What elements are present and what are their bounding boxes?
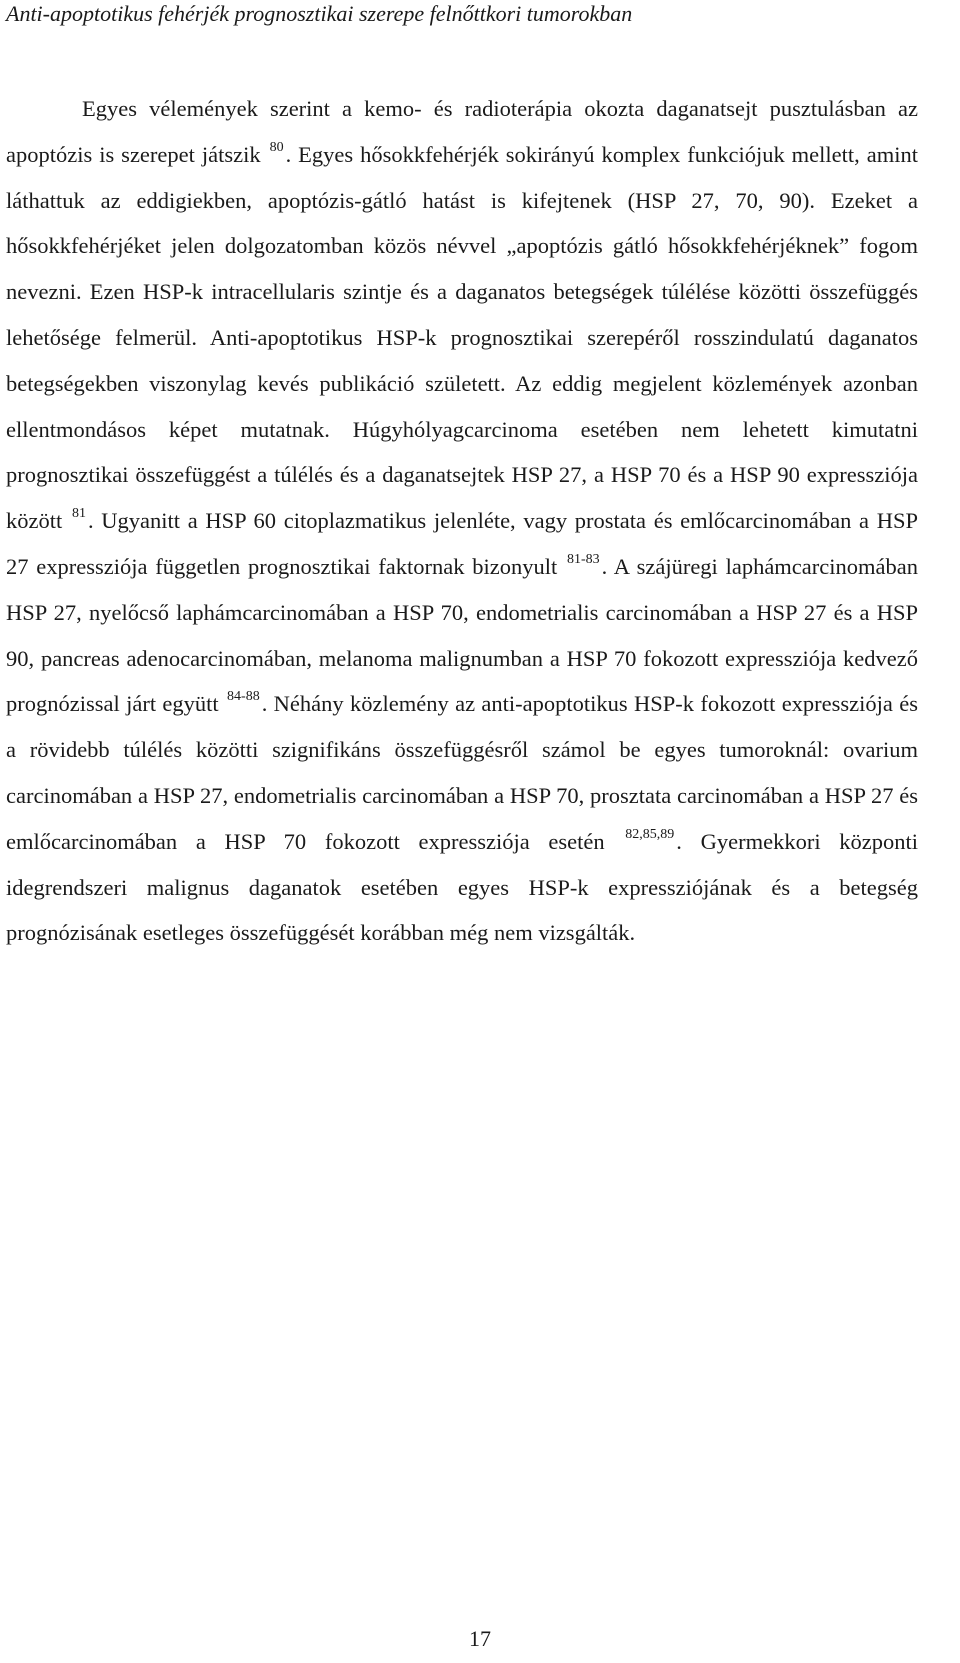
citation-ref: 81 [71, 506, 86, 522]
citation-ref: 80 [269, 139, 284, 155]
paragraph-text: . Egyes hősokkfehérjék sokirányú komplex funkciójuk mellett, amint láthattuk az eddigiekben, apoptózis-gátló hatást is kifejtenek (HSP 27, 70, 90). Ezeket a hősokkfehérjéket jelen dolgozatomban közös névvel „apoptózis gátló hősokkfehérjéknek” fogom nevezni. Ezen HSP-k intracellularis szintje és a daganatos betegségek túlélése közötti összefüggés lehetősége felmerül. Anti-apoptotikus HSP-k prognosztikai szerepéről rosszindulatú daganatos betegségekben viszonylag kevés publikáció született. Az eddig megjelent közlemények azonban ellentmondásos képet mutatnak. Húgyhólyagcarcinoma esetében nem lehetett kimutatni prognosztikai összefüggést a túlélés és a daganatsejtek HSP 27, a HSP 70 és a HSP 90 expressziója között [6, 141, 918, 534]
paragraph-text: . Néhány közlemény az anti-apoptotikus HSP-k fokozott expressziója és a rövidebb túlélés közötti szignifikáns összefüggésről számol be egyes tumoroknál: ovarium carcinomában a HSP 27, endometrialis carcinomában a HSP 70, prosztata carcinomában a HSP 27 és emlőcarcinomában a HSP 70 fokozott expressziója esetén [6, 691, 919, 854]
citation-ref: 84-88 [227, 689, 260, 705]
paragraph-text: . Ugyanitt a HSP 60 citoplazmatikus jelenléte, vagy prostata és emlőcarcinomában a HSP 27 expressziója független prognosztikai faktornak bizonyult [6, 508, 918, 579]
page-number: 17 [469, 1626, 491, 1651]
citation-ref: 82,85,89 [625, 826, 675, 842]
citation-ref: 81-83 [566, 551, 600, 567]
running-header: Anti-apoptotikus fehérjék prognosztikai szerepe felnőttkori tumorokban [6, 1, 633, 26]
paragraph-text: . A szájüregi laphámcarcinomában HSP 27, nyelőcső laphámcarcinomában a HSP 70, endometrialis carcinomában a HSP 27 és a HSP 90, pancreas adenocarcinomában, melanoma malignumban a HSP 70 fokozott expressziója kedvező prognózissal járt együtt [6, 553, 918, 717]
paragraph-text: Egyes vélemények szerint a kemo- és radioterápia okozta daganatsejt pusztulásban az apoptózis is szerepet játszik [6, 96, 918, 167]
paragraph-text: . Gyermekkori központi idegrendszeri malignus daganatok esetében egyes HSP-k expressziójának és a betegség prognózisának esetleges összefüggését korábban még nem vizsgálták. [6, 828, 918, 946]
body-paragraph [6, 86, 918, 956]
